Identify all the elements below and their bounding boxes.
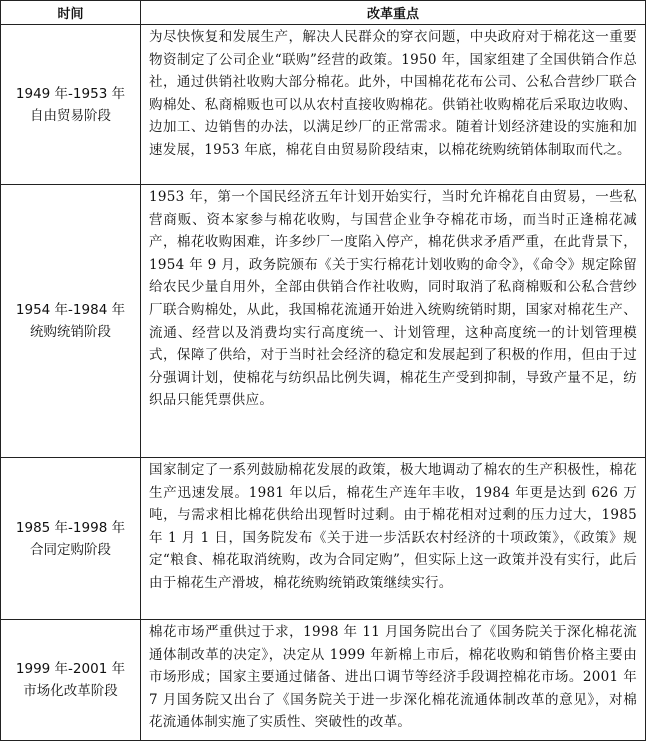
header-reform-focus: 改革重点 bbox=[141, 1, 646, 25]
header-period: 时间 bbox=[1, 1, 141, 25]
reform-description: 为尽快恢复和发展生产，解决人民群众的穿衣问题，中央政府对于棉花这一重要物资制定了公司企业“联购”经营的政策。1950 年，国家组建了全国供销合作总社，通过供销社收购大部分棉花。此外，中国棉花花布公司、公私合营纱厂联合购棉处、私商棉贩也可以从农村直接收购棉花。供销社收购棉花后采取边收购、边加工、边销售的办法，以满足纱厂的正常需求。随着计划经济建设的实施和加速发展，1953 年底，棉花自由贸易阶段结束，以棉花统购统销体制取而代之。 bbox=[141, 25, 646, 185]
period-name: 合同定购阶段 bbox=[30, 541, 111, 558]
period-name: 统购统销阶段 bbox=[30, 324, 111, 340]
period-cell bbox=[1, 25, 141, 185]
table-row bbox=[1, 185, 646, 458]
reform-description: 国家制定了一系列鼓励棉花发展的政策，极大地调动了棉农的生产积极性，棉花生产迅速发展。1981 年以后，棉花生产连年丰收，1984 年更是达到 626 万吨，与需求相比棉花供给出现暂时过剩。由于棉花相对过剩的压力过大，1985 年 1 月 1 日，国务院发布《关于进一步活跃农村经济的十项政策》，《政策》规定“粮食、棉花取消统购，改为合同定购”，但实际上这一政策并没有实行，此后由于棉花生产滑坡，棉花统购统销政策继续实行。 bbox=[141, 458, 646, 620]
table-row bbox=[1, 25, 646, 185]
period-name: 市场化改革阶段 bbox=[23, 683, 118, 699]
reform-description: 棉花市场严重供过于求，1998 年 11 月国务院出台了《国务院关于深化棉花流通体制改革的决定》，决定从 1999 年新棉上市后，棉花收购和销售价格主要由市场形成；国家主要通过储备、进出口调节等经济手段调控棉花市场。2001 年 7 月国务院又出台了《国务院关于进一步深化棉花流通体制改革的意见》，对棉花流通体制实施了实质性、突破性的改革。 bbox=[141, 620, 646, 741]
period-range: 1949 年-1953 年 bbox=[15, 85, 126, 102]
period-range: 1999 年-2001 年 bbox=[15, 661, 126, 677]
header-row bbox=[1, 1, 646, 25]
table-row bbox=[1, 620, 646, 741]
reform-description: 1953 年，第一个国民经济五年计划开始实行，当时允许棉花自由贸易，一些私营商贩、资本家参与棉花收购，与国营企业争夺棉花市场，而当时正逢棉花减产，棉花收购困难，许多纱厂一度陷入停产，棉花供求矛盾严重，在此背景下，1954 年 9 月，政务院颁布《关于实行棉花计划收购的命令》，《命令》规定除留给农民少量自用外，全部由供销合作社收购，同时取消了私商棉贩和公私合营纱厂联合购棉处，从此，我国棉花流通开始进入统购统销时期，国家对棉花生产、流通、经营以及消费均实行高度统一、计划管理，这种高度统一的计划管理模式，保障了供给，对于当时社会经济的稳定和发展起到了积极的作用，但由于过分强调计划，使棉花与纺织品比例失调，棉花生产受到抑制，导致产量不足，纺织品只能凭票供应。 bbox=[141, 185, 646, 458]
table-row bbox=[1, 458, 646, 620]
period-name: 自由贸易阶段 bbox=[30, 107, 111, 124]
period-range: 1985 年-1998 年 bbox=[15, 519, 126, 536]
period-cell bbox=[1, 185, 141, 458]
period-cell bbox=[1, 458, 141, 620]
period-cell bbox=[1, 620, 141, 741]
period-range: 1954 年-1984 年 bbox=[15, 302, 126, 318]
